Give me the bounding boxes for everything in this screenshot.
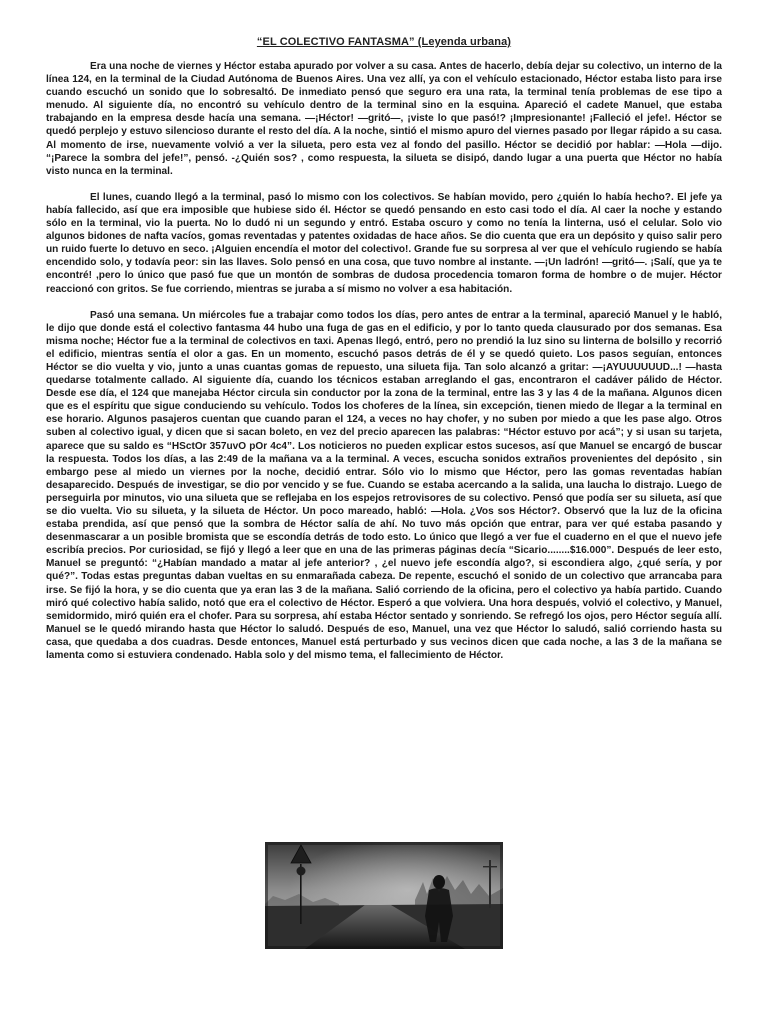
- paragraph-2: El lunes, cuando llegó a la terminal, pasó lo mismo con los colectivos. Se habían movido, pero ¿quién lo había hecho?. El jefe ya había fallecido, así que era imposible que hubiese sido él. Héctor se quedó pensando en esto casi todo el día. Al caer la noche y estando sólo en la terminal, vio la puerta. No lo dudó ni un segundo y entró. Estaba oscuro y como no tenía la linterna, usó el celular. Solo vio algunos bidones de nafta vacíos, gomas reventadas y patentes oxidadas de hace años. Se dio cuenta que era un depósito y quiso salir pero un ruido fuerte lo detuvo en seco. ¡Alguien encendía el motor del colectivo!. Grande fue su sorpresa al ver que el vehículo rugiendo se había encendido solo, y todavía peor: sin las llaves. Solo pensó en una cosa, que tuvo nombre al instante. —¡Un ladrón! —gritó—. ¡Salí, que ya te encontré! ,pero lo único que pasó fue que un montón de sombras de dudosa procedencia tomaron forma de hombre o de mujer. Héctor reaccionó con gritos. Se fue corriendo, mientras se juraba a sí mismo no volver a esa habitación.: [46, 191, 722, 295]
- paragraph-3: Pasó una semana. Un miércoles fue a trabajar como todos los días, pero antes de entrar a la terminal, apareció Manuel y le habló, le dijo que donde está el colectivo fantasma 44 hubo una fuga de gas en el edificio, y por lo tanto queda clausurado por dos semanas. Esa misma noche; Héctor fue a la terminal de colectivos en taxi. Apenas llegó, entró, pero no prendió la luz sino su linterna de bolsillo y recorrió el edificio, mientras sentía el olor a gas. En un momento, escuchó pasos detrás de él y se quedó quieto. Los pasos seguían, entonces Héctor se dio vuelta y vio, junto a unas cuantas gomas de repuesto, una silueta fija. Tan solo alcanzó a gritar: —¡AYUUUUUUD...! —hasta quedarse totalmente callado. Al siguiente día, cuando los técnicos estaban arreglando el gas, encontraron el cadáver pálido de Héctor. Desde ese día, el 124 que manejaba Héctor circula sin conductor por la zona de la terminal, entre las 3 y las 4 de la mañana. Algunos dicen que es el espíritu que sigue conduciendo su vehículo. Todos los choferes de la línea, sin excepción, tienen miedo de llegar a la terminal en ese horario. Algunos pasajeros cuentan que cuando paran el 124, a veces no hay chofer, y no suben por miedo a que les pase algo. Otros suben al colectivo igual, y dicen que si sacan boleto, en vez del precio aparecen las palabras: “Héctor estuvo por acá”; y si usan su tarjeta, aparece que su saldo es “HSctOr 357uvO pOr 4c4”. Los noticieros no pueden explicar estos sucesos, así que Manuel se encargó de buscar la respuesta. Todos los días, a las 2:49 de la mañana va a la terminal. A veces, escucha sonidos extraños provenientes del depósito , sin embargo pese al miedo un viernes por la noche, decidió entrar. Sólo vio lo mismo que Héctor, pero las gomas reventadas habían desaparecido. Después de investigar, se dio por vencido y se fue. Cuando se estaba acercando a la salida, una laucha lo distrajo. Luego de perseguirla por minutos, vio una silueta que se reflejaba en los espejos retrovisores de su colectivo. Pensó que podía ser su silueta, así que se dio vuelta. Vio su silueta, y la silueta de Héctor. Un poco mareado, habló: —Hola. ¿Vos sos Héctor?. Observó que la luz de la oficina estaba prendida, así que pensó que la sombra de Héctor salía de ahí. No tuvo más opción que entrar, para ver qué estaba pasando y desenmascarar a un posible bromista que se escondía detrás de todo esto. Lo único que llegó a ver fue el cuaderno en el que el nuevo jefe escribía precios. Por curiosidad, se fijó y llegó a leer que en una de las primeras páginas decía “Sicario........$16.000”. Después de leer esto, Manuel se preguntó: “¿Habían mandado a matar al jefe anterior? , ¿el nuevo jefe escondía algo?, si escondiera algo, ¿qué sería, y por qué?”. Todas estas preguntas daban vueltas en su enmarañada cabeza. De repente, escuchó el sonido de un colectivo que arrancaba para irse. Se fijó la hora, y se dio cuenta que ya eran las 3 de la mañana. Salió corriendo de la oficina, pero el colectivo ya había partido. Cuando miró qué colectivo había salido, notó que era el colectivo de Héctor. Esperó a que volviera. Una hora después, volvió el colectivo, y Manuel, semidormido, miró quién era el chofer. Para su sorpresa, ahí estaba Héctor sentado y sonriendo. Se refregó los ojos, pero Héctor seguía allí. Manuel se le quedó mirando hasta que Héctor lo saludó. Después de eso, Manuel, una vez que Héctor lo saludó, salió corriendo hasta su casa, que quedaba a dos cuadras. Desde entonces, Manuel está perturbado y sus vecinos dicen que cada noche, a las 3 de la mañana se lamenta como si estuviera condenado. Habla solo y del mismo tema, el fallecimiento de Héctor.: [46, 309, 722, 662]
- document-page: [46, 36, 722, 662]
- ghost-road-illustration: [265, 842, 503, 949]
- document-title: “EL COLECTIVO FANTASMA” (Leyenda urbana): [256, 36, 512, 48]
- paragraph-1: Era una noche de viernes y Héctor estaba apurado por volver a su casa. Antes de hacerlo, debía dejar su colectivo, un interno de la línea 124, en la terminal de la Ciudad Autónoma de Buenos Aires. Una vez allí, ya con el vehículo estacionado, Héctor estaba listo para irse cuando escuchó un sonido que lo sobresaltó. De inmediato pensó que seguro era una rata, la terminal tenía problemas de ese tipo a menudo. Al siguiente día, no encontró su vehículo dentro de la terminal sino en la esquina. Apareció el cadete Manuel, que estaba trabajando en la empresa desde hacía una semana. —¡Héctor! —gritó—, ¡viste lo que pasó!? ¡Impresionante! ¡Falleció el jefe!. Héctor se quedó perplejo y estuvo silencioso durante el resto del día. A la noche, sintió el mismo apuro del viernes pasado por llegar rápido a su casa. Al momento de irse, nuevamente volvió a ver la silueta, pero esta vez al fondo del pasillo. Héctor se decidió por hablar: —Hola —dijo. “¡Parece la sombra del jefe!”, pensó. -¿Quién sos? , como respuesta, la silueta se disipó, dando lugar a una puerta que Héctor no había visto nunca en la terminal.: [46, 61, 722, 177]
- ghost-road-photo: [265, 842, 503, 949]
